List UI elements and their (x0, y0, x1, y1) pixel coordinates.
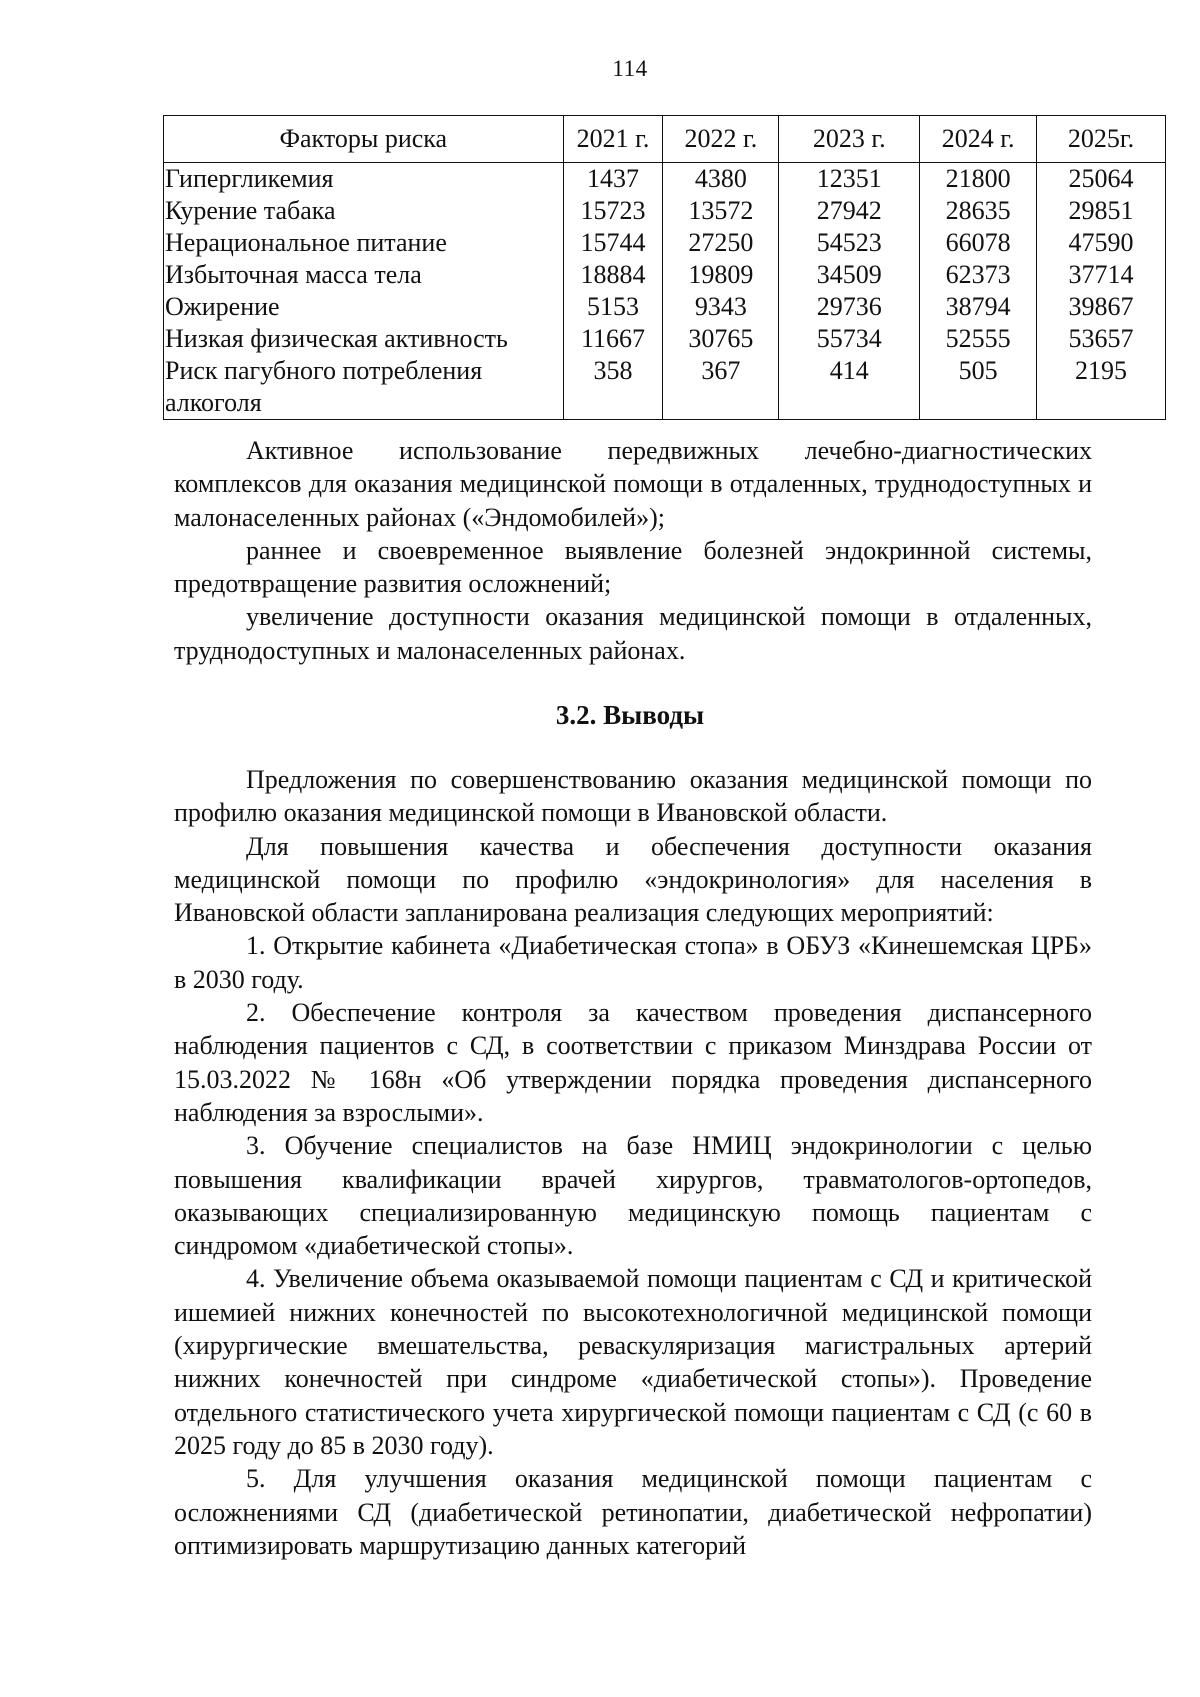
measures-text-top (174, 434, 1092, 667)
row-value: 30765 (663, 323, 779, 355)
row-value: 1437 (563, 163, 663, 196)
row-factor: Ожирение (164, 291, 564, 323)
row-value: 27250 (663, 227, 779, 259)
row-value: 52555 (920, 323, 1037, 355)
row-value: 66078 (920, 227, 1037, 259)
row-value: 15723 (563, 195, 663, 227)
row-value: 25064 (1037, 163, 1166, 196)
table-row (164, 163, 1166, 196)
row-value: 12351 (779, 163, 920, 196)
row-value: 34509 (779, 259, 920, 291)
row-value: 2195 (1037, 355, 1166, 420)
paragraph: 3. Обучение специалистов на базе НМИЦ эндокринологии с целью повышения квалификации врачей хирургов, травматологов-ортопедов, оказывающих специализированную медицинскую помощь пациентам с синдромом «диабетической стопы». (174, 1131, 1092, 1261)
row-value: 367 (663, 355, 779, 420)
row-value: 38794 (920, 291, 1037, 323)
row-value: 27942 (779, 195, 920, 227)
paragraph: раннее и своевременное выявление болезней эндокринной системы, предотвращение развития осложнений; (174, 535, 1092, 599)
row-value: 4380 (663, 163, 779, 196)
header-2021: 2021 г. (563, 116, 663, 163)
risk-factors-table (163, 115, 1166, 420)
row-factor: Низкая физическая активность (164, 323, 564, 355)
table-row (164, 323, 1166, 355)
row-factor: Курение табака (164, 195, 564, 227)
table-row (164, 291, 1166, 323)
row-value: 54523 (779, 227, 920, 259)
header-2022: 2022 г. (663, 116, 779, 163)
section-heading: 3.2. Выводы (555, 700, 705, 730)
row-value: 28635 (920, 195, 1037, 227)
row-value: 505 (920, 355, 1037, 420)
header-2024: 2024 г. (920, 116, 1037, 163)
page-number: 114 (612, 56, 648, 81)
row-value: 55734 (779, 323, 920, 355)
row-value: 358 (563, 355, 663, 420)
row-value: 29736 (779, 291, 920, 323)
row-value: 62373 (920, 259, 1037, 291)
table-row (164, 227, 1166, 259)
header-2023: 2023 г. (779, 116, 920, 163)
row-value: 5153 (563, 291, 663, 323)
paragraph: увеличение доступности оказания медицинской помощи в отдаленных, труднодоступных и малонаселенных районах. (174, 602, 1092, 665)
paragraph: 1. Открытие кабинета «Диабетическая стопа» в ОБУЗ «Кинешемская ЦРБ» в 2030 году. (174, 931, 1092, 994)
row-value: 39867 (1037, 291, 1166, 323)
row-value: 18884 (563, 259, 663, 291)
conclusions-text (174, 763, 1092, 1562)
table-header-row (164, 116, 1166, 163)
header-risk-factors: Факторы риска (164, 116, 564, 163)
paragraph: 4. Увеличение объема оказываемой помощи пациентам с СД и критической ишемией нижних конечностей по высокотехнологичной медицинской помощи (хирургические вмешательства, реваскуляризация магистральных артерий нижних конечностей при синдроме «диабетической стопы»). Проведение отдельного статистического учета хирургической помощи пациентам с СД (с 60 в 2025 году до 85 в 2030 году). (174, 1264, 1092, 1460)
paragraph: Для повышения качества и обеспечения доступности оказания медицинской помощи по профилю «эндокринология» для населения в Ивановской области запланирована реализация следующих мероприятий: (174, 831, 1092, 928)
row-value: 29851 (1037, 195, 1166, 227)
row-value: 11667 (563, 323, 663, 355)
paragraph: Предложения по совершенствованию оказания медицинской помощи по профилю оказания медицинской помощи в Ивановской области. (174, 765, 1092, 828)
row-factor: Гипергликемия (164, 163, 564, 196)
row-value: 53657 (1037, 323, 1166, 355)
paragraph: 5. Для улучшения оказания медицинской помощи пациентам с осложнениями СД (диабетической ретинопатии, диабетической нефропатии) оптимизировать маршрутизацию данных категорий (174, 1464, 1092, 1560)
row-value: 37714 (1037, 259, 1166, 291)
row-value: 9343 (663, 291, 779, 323)
header-2025: 2025г. (1037, 116, 1166, 163)
row-value: 13572 (663, 195, 779, 227)
row-factor: Нерациональное питание (164, 227, 564, 259)
table-row (164, 355, 1166, 420)
table-row (164, 195, 1166, 227)
row-factor: Риск пагубного потребления алкоголя (164, 355, 564, 420)
row-value: 47590 (1037, 227, 1166, 259)
table-row (164, 259, 1166, 291)
row-value: 414 (779, 355, 920, 420)
row-value: 19809 (663, 259, 779, 291)
paragraph: Активное использование передвижных лечебно-диагностических комплексов для оказания медицинской помощи в отдаленных, труднодоступных и малонаселенных районах («Эндомобилей»); (174, 436, 1092, 532)
row-value: 21800 (920, 163, 1037, 196)
row-factor: Избыточная масса тела (164, 259, 564, 291)
row-value: 15744 (563, 227, 663, 259)
paragraph: 2. Обеспечение контроля за качеством проведения диспансерного наблюдения пациентов с СД, в соответствии с приказом Минздрава России от 15.03.2022 № 168н «Об утверждении порядка проведения диспансерного наблюдения за взрослыми». (174, 998, 1092, 1127)
